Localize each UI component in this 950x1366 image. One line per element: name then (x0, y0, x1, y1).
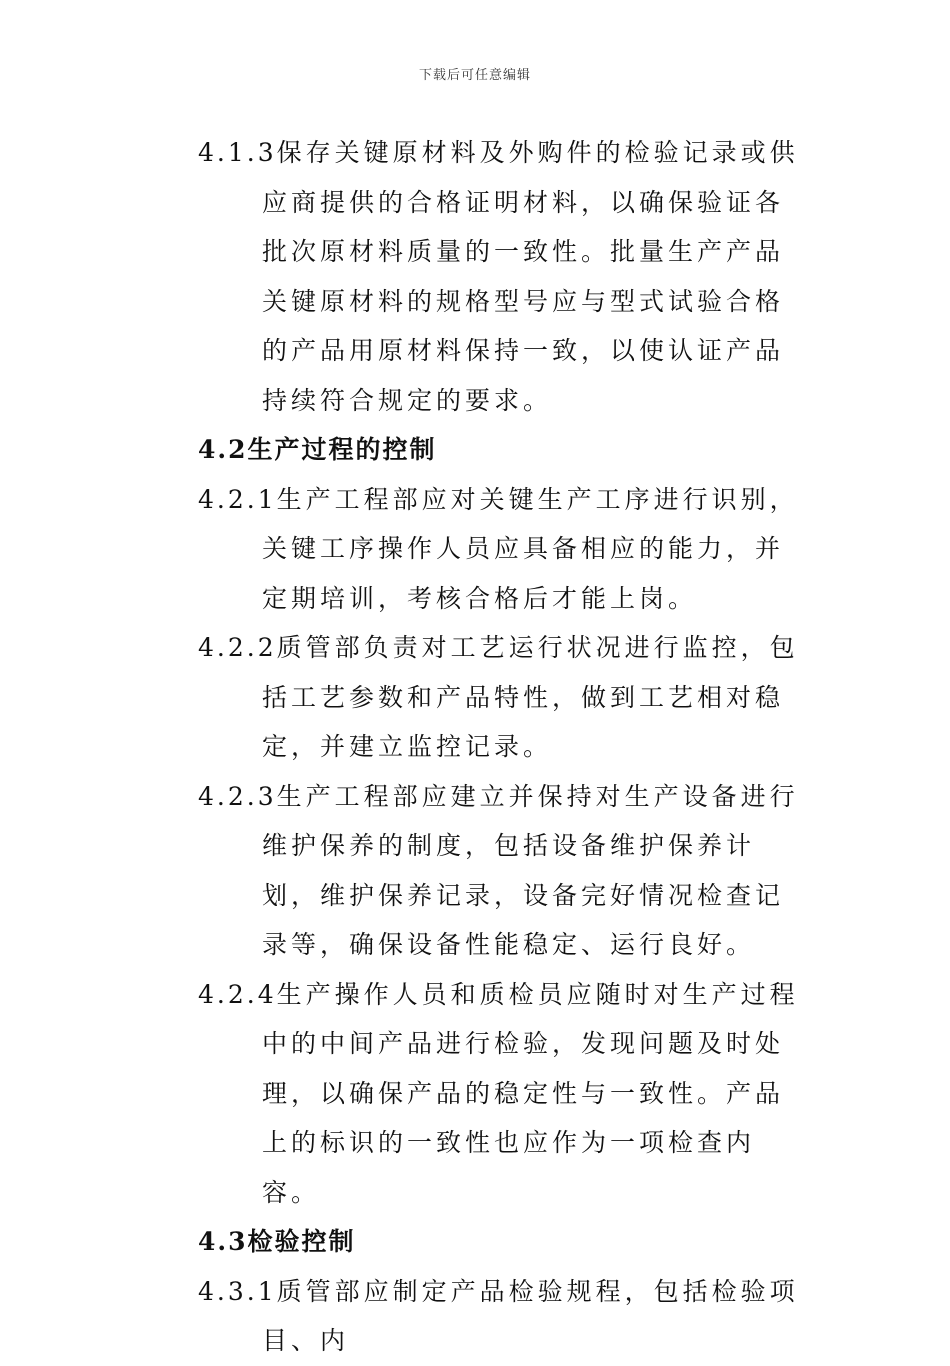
clause-number: 4.2.1 (198, 484, 277, 514)
clause-text: 生产工程部应对关键生产工序进行识别，关键工序操作人员应具备相应的能力，并定期培训，考核合格后才能上岗。 (262, 484, 799, 613)
section-heading-4-2 (198, 425, 808, 475)
clause-number: 4.2.3 (198, 781, 277, 811)
clause-number: 4.1.3 (198, 138, 277, 167)
clause-number: 4.3.1 (198, 1276, 277, 1306)
clause-4-2-2 (198, 623, 808, 772)
section-number: 4.3 (198, 1227, 248, 1256)
clause-4-2-1 (198, 475, 808, 624)
clause-text: 生产操作人员和质检员应随时对生产过程中的中间产品进行检验，发现问题及时处理，以确保产品的稳定性与一致性。产品上的标识的一致性也应作为一项检查内容。 (262, 979, 799, 1207)
clause-text: 质管部应制定产品检验规程，包括检验项目、内 (262, 1276, 799, 1355)
clause-4-3-1 (198, 1267, 808, 1366)
page-header-note: 下载后可任意编辑 (418, 68, 531, 83)
section-heading-4-3 (198, 1217, 808, 1267)
document-body (198, 128, 808, 1366)
section-title: 检验控制 (247, 1227, 356, 1256)
section-number: 4.2 (198, 435, 248, 464)
clause-text: 生产工程部应建立并保持对生产设备进行维护保养的制度，包括设备维护保养计划，维护保养记录，设备完好情况检查记录等，确保设备性能稳定、运行良好。 (262, 781, 799, 959)
clause-text: 保存关键原材料及外购件的检验记录或供应商提供的合格证明材料，以确保验证各批次原材料质量的一致性。批量生产产品关键原材料的规格型号应与型式试验合格的产品用原材料保持一致，以使认证产品持续符合规定的要求。 (262, 138, 799, 415)
clause-4-2-4 (198, 970, 808, 1218)
clause-4-2-3 (198, 772, 808, 970)
clause-4-1-3 (198, 128, 808, 425)
clause-number: 4.2.4 (198, 979, 277, 1009)
section-title: 生产过程的控制 (247, 435, 437, 464)
clause-number: 4.2.2 (198, 633, 277, 662)
clause-text: 质管部负责对工艺运行状况进行监控，包括工艺参数和产品特性，做到工艺相对稳定，并建立监控记录。 (262, 633, 799, 761)
